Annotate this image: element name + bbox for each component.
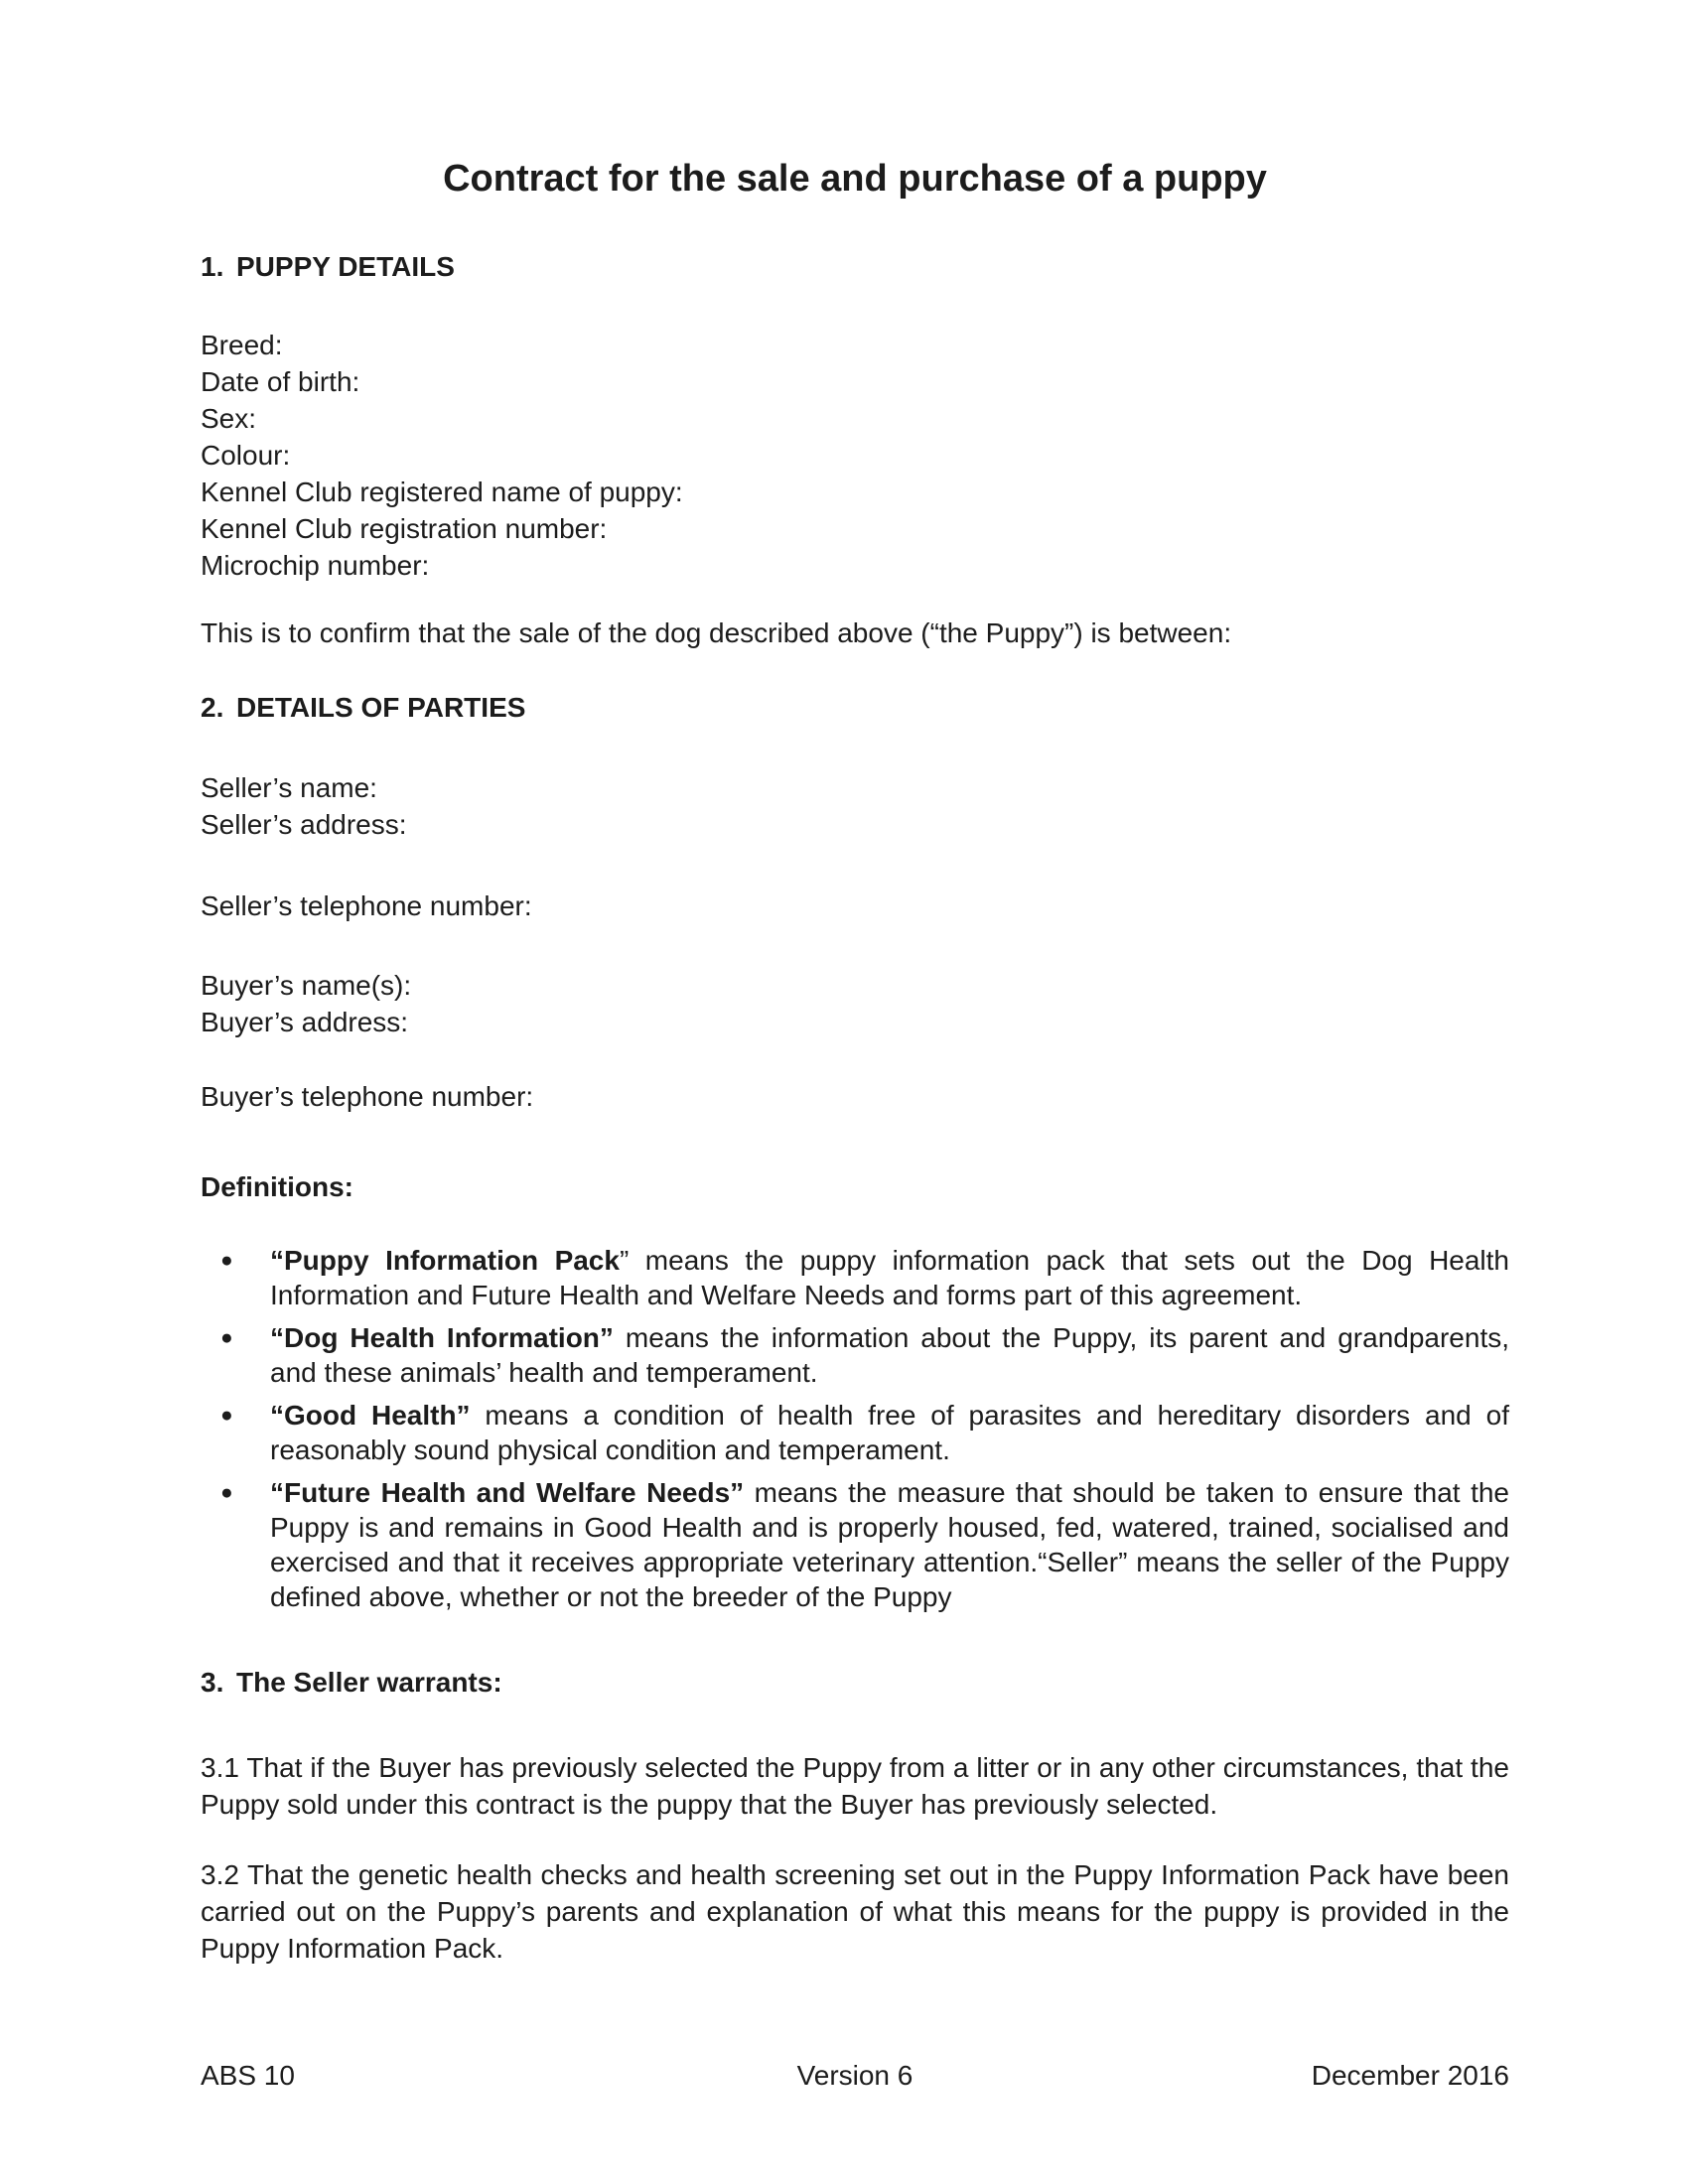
field-kc-registered-name: Kennel Club registered name of puppy: (201, 477, 683, 507)
definition-term: “Good Health” (270, 1400, 471, 1431)
field-buyer-name: Buyer’s name(s): (201, 970, 412, 1001)
page-title: Contract for the sale and purchase of a puppy (443, 158, 1267, 200)
clause-number: 3.1 (201, 1752, 239, 1783)
definition-term: “Future Health and Welfare Needs” (270, 1477, 745, 1508)
definition-body: means a condition of health free of parasites and hereditary disorders and of reasonably sound physical condition and temperament. (270, 1400, 1509, 1465)
bullet-icon: ● (220, 1249, 233, 1272)
bullet-icon: ● (220, 1326, 233, 1349)
definition-item-puppy-information-pack (201, 1243, 1509, 1312)
field-kc-registration-number: Kennel Club registration number: (201, 513, 608, 544)
clause-text: That if the Buyer has previously selected the Puppy from a litter or in any other circumstances, that the Puppy sold under this contract is the puppy that the Buyer has previously selected. (201, 1752, 1509, 1820)
clause-number: 3.2 (201, 1859, 239, 1890)
definition-text (270, 1475, 1509, 1614)
puppy-details-fields (201, 327, 1509, 584)
definition-text (270, 1398, 1509, 1467)
footer-document-code: ABS 10 (201, 2060, 295, 2091)
definition-term: “Puppy Information Pack (270, 1245, 620, 1276)
definitions-list (201, 1243, 1509, 1614)
bullet-icon: ● (220, 1404, 233, 1427)
buyer-name-address-fields (201, 967, 1509, 1040)
field-buyer-address: Buyer’s address: (201, 1007, 409, 1037)
section-2-number: 2. (201, 692, 224, 723)
definition-item-dog-health-information (201, 1320, 1509, 1390)
definition-item-good-health (201, 1398, 1509, 1467)
confirmation-statement: This is to confirm that the sale of the dog described above (“the Puppy”) is between: (201, 617, 1232, 648)
field-buyer-phone: Buyer’s telephone number: (201, 1081, 534, 1112)
section-3-number: 3. (201, 1667, 224, 1698)
field-sex: Sex: (201, 403, 257, 434)
field-microchip-number: Microchip number: (201, 550, 430, 581)
section-3-heading (201, 1664, 1509, 1701)
footer-version: Version 6 (796, 2060, 914, 2091)
clause-3-2 (201, 1856, 1509, 1967)
field-seller-address: Seller’s address: (201, 809, 407, 840)
bullet-icon: ● (220, 1481, 233, 1504)
clause-3-1 (201, 1749, 1509, 1823)
definition-item-future-health-welfare-needs (201, 1475, 1509, 1614)
section-3-title: The Seller warrants: (236, 1667, 502, 1698)
definition-body: means the measure that should be taken to ensure that the Puppy is and remains in Good Health and is properly housed, fed, watered, trained, socialised and exercised and that it receives appropriate veterinary attention.“Seller” means the seller of the Puppy defined above, whether or not the breeder of the Puppy (270, 1477, 1509, 1612)
definition-text (270, 1243, 1509, 1312)
section-1-heading (201, 248, 1509, 285)
field-date-of-birth: Date of birth: (201, 366, 360, 397)
field-colour: Colour: (201, 440, 291, 471)
seller-name-address-fields (201, 769, 1509, 843)
section-1-number: 1. (201, 251, 224, 282)
page-footer (201, 2057, 1509, 2094)
section-1-title: PUPPY DETAILS (236, 251, 455, 282)
section-2-heading (201, 689, 1509, 726)
section-2-title: DETAILS OF PARTIES (236, 692, 526, 723)
definition-term: “Dog Health Information” (270, 1322, 614, 1353)
definition-body: ” means the puppy information pack that sets out the Dog Health Information and Future Health and Welfare Needs and forms part of this agreement. (270, 1245, 1510, 1310)
clause-text: That the genetic health checks and health screening set out in the Puppy Information Pack have been carried out on the Puppy’s parents and explanation of what this means for the puppy is provided in the Puppy Information Pack. (201, 1859, 1509, 1964)
footer-date: December 2016 (1311, 2060, 1509, 2091)
field-seller-phone: Seller’s telephone number: (201, 890, 532, 921)
definition-body: means the information about the Puppy, its parent and grandparents, and these animals’ health and temperament. (270, 1322, 1510, 1388)
definitions-heading: Definitions: (201, 1171, 353, 1202)
field-breed: Breed: (201, 330, 283, 360)
definition-text (270, 1320, 1509, 1390)
field-seller-name: Seller’s name: (201, 772, 377, 803)
